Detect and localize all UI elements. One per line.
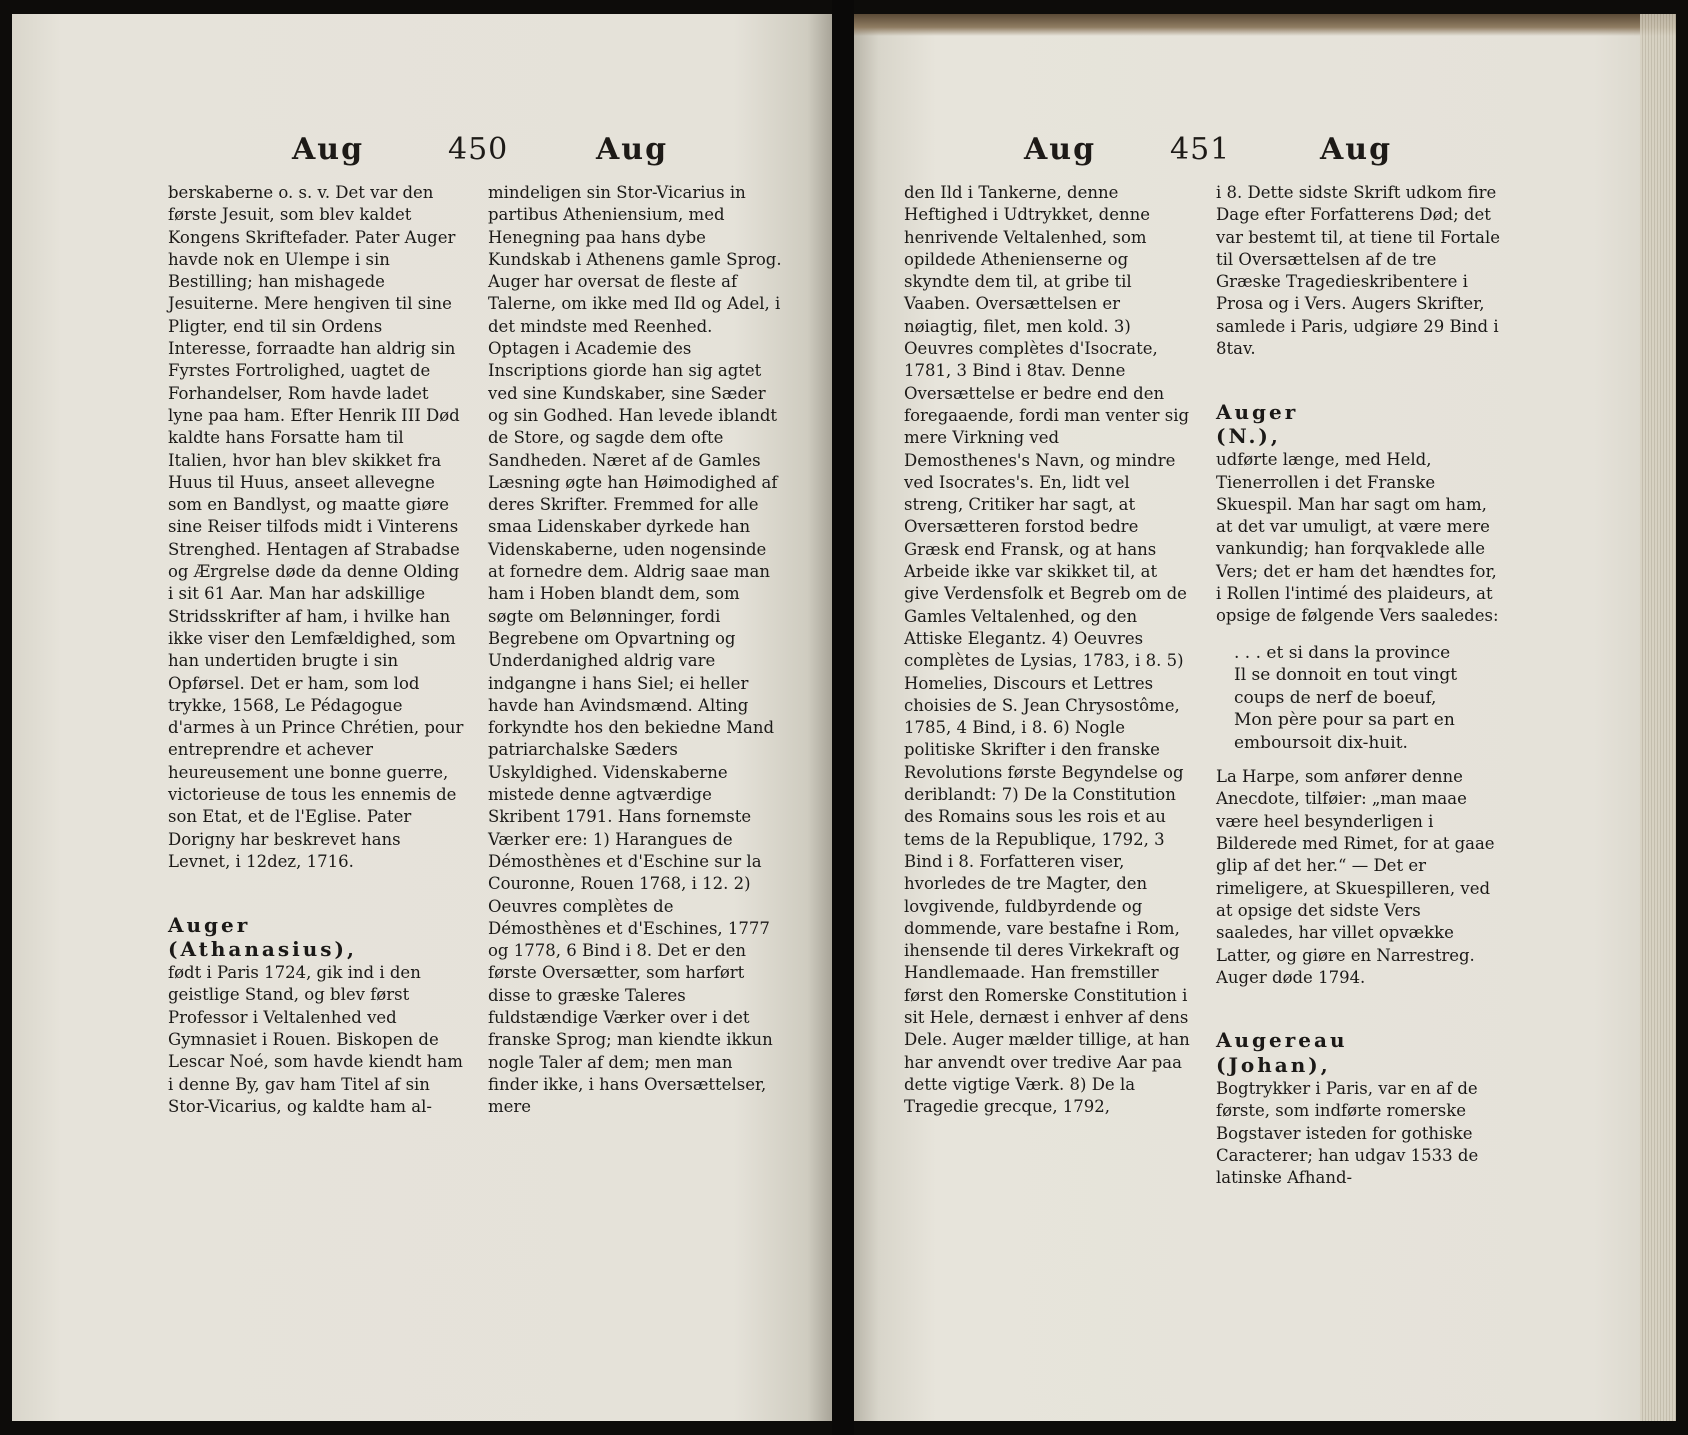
book-gutter (832, 0, 854, 1435)
verse-line: Mon père pour sa part en emboursoit dix-huit. (1234, 710, 1455, 753)
entry-name: Auger (1216, 399, 1299, 424)
entry-name: Auger (168, 912, 251, 937)
quoted-verse (1234, 642, 1502, 755)
page-number: 451 (1170, 132, 1231, 167)
text-column-2 (488, 182, 784, 1118)
entry-text: Bogtrykker i Paris, var en af de første, som indførte romerske Bogstaver isteden for gothiske Caracterer; han udgav 1533 de latinske Afhand- (1216, 1079, 1479, 1188)
page-number: 450 (448, 132, 509, 167)
running-head-right: Aug (1320, 132, 1393, 167)
left-page (12, 14, 832, 1421)
paragraph: den Ild i Tankerne, denne Heftighed i Udtrykket, denne henrivende Veltalenhed, som opildede Athenienserne og skyndte dem til, at gribe til Vaaben. Oversættelsen er nøiagtig, filet, men kold. 3) Oeuvres complètes d'Isocrate, 1781, 3 Bind i 8tav. Denne Oversættelse er bedre end den foregaaende, fordi man venter sig mere Virkning ved Demosthenes's Navn, og mindre ved Isocrates's. En, lidt vel streng, Critiker har sagt, at Oversætteren forstod bedre Græsk end Fransk, og at hans Arbeide ikke var skikket til, at give Verdensfolk et Begreb om de Gamles Veltalenhed, og den Attiske Elegantz. 4) Oeuvres complètes de Lysias, 1783, i 8. 5) Homelies, Discours et Lettres choisies de S. Jean Chrysostôme, 1785, 4 Bind, i 8. 6) Nogle politiske Skrifter i den franske Revolutions første Begyndelse og deriblandt: 7) De la Constitution des Romains sous les rois et au tems de la Republique, 1792, 3 Bind i 8. Forfatteren viser, hvorledes de tre Magter, den lovgivende, fuldbyrdende og dommende, vare bestafne i Rom, ihensende til deres Virkekraft og Handlemaade. Han fremstiller først den Romerske Constitution i sit Hele, dernæst i enhver af dens Dele. Auger mælder tillige, at han har anvendt over tredive Aar paa dette vigtige Værk. 8) De la Tragedie grecque, 1792, (904, 183, 1190, 1117)
entry-auger-n (1216, 378, 1502, 627)
text-column-1 (168, 182, 464, 1118)
page-edge-stack (1640, 14, 1676, 1421)
entry-qualifier: (N.), (1216, 423, 1281, 448)
entry-name: Augereau (1216, 1028, 1348, 1053)
paragraph: mindeligen sin Stor-Vicarius in partibus Atheniensium, med Henegning paa hans dybe Kundskab i Athenens gamle Sprog. Auger har oversat de fleste af Talerne, om ikke med Ild og Adel, i det mindste med Reenhed. Optagen i Academie des Inscriptions giorde han sig agtet ved sine Kundskaber, sine Sæder og sin Godhed. Han levede iblandt de Store, og sagde dem ofte Sandheden. Næret af de Gamles Læsning øgte han Høimodighed af deres Skrifter. Fremmed for alle smaa Lidenskaber dyrkede han Videnskaberne, uden nogensinde at fornedre dem. Aldrig saae man ham i Hoben blandt dem, som søgte om Belønninger, fordi Begrebene om Opvartning og Underdanighed aldrig vare indgangne i hans Siel; ei heller havde han Avindsmænd. Alting forkyndte hos den bekiedne Mand patriarchalske Sæders Uskyldighed. Videnskaberne mistede denne agtværdige Skribent 1791. Hans fornemste Værker ere: 1) Harangues de Démosthènes et d'Eschine sur la Couronne, Rouen 1768, i 12. 2) Oeuvres complètes de Démosthènes et d'Eschines, 1777 og 1778, 6 Bind i 8. Det er den første Oversætter, som harført disse to græske Taleres fuldstændige Værker over i det franske Sprog; man kiendte ikkun nogle Taler af dem; men man finder ikke, i hans Oversættelser, mere (488, 183, 782, 1117)
running-head-left: Aug (1024, 132, 1097, 167)
verse-line: . . . et si dans la province (1234, 642, 1451, 663)
paragraph: La Harpe, som anfører denne Anecdote, tilføier: „man maae være heel besynderligen i Bilderede med Rimet, for at gaae glip af det her.“ — Det er rimeligere, at Skuespilleren, ved at opsige det sidste Vers saaledes, har villet opvække Latter, og giøre en Narrestreg. Auger døde 1794. (1216, 767, 1495, 987)
paragraph: berskaberne o. s. v. Det var den første Jesuit, som blev kaldet Kongens Skriftefader. Pater Auger havde nok en Ulempe i sin Bestilling; han mishagede Jesuiterne. Mere hengiven til sine Pligter, end til sin Ordens Interesse, forraadte han aldrig sin Fyrstes Fortrolighed, uagtet de Forhandelser, Rom havde ladet lyne paa ham. Efter Henrik III Død kaldte hans Forsatte ham til Italien, hvor han blev skikket fra Huus til Huus, anseet allevegne som en Bandlyst, og maatte giøre sine Reiser tilfods midt i Vinterens Strenghed. Hentagen af Strabadse og Ærgrelse døde da denne Olding i sit 61 Aar. Man har adskillige Stridsskrifter af ham, i hvilke han ikke viser den Lemfældighed, som han undertiden brugte i sin Opførsel. Det er ham, som lod trykke, 1568, Le Pédagogue d'armes à un Prince Chrétien, pour entreprendre et achever heureusement une bonne guerre, victorieuse de tous les ennemis de son Etat, et de l'Eglise. Pater Dorigny har beskrevet hans Levnet, i 12dez, 1716. (168, 183, 464, 871)
entry-qualifier: (Johan), (1216, 1052, 1331, 1077)
entry-athanasius (168, 891, 464, 1118)
entry-qualifier: (Athanasius), (168, 936, 357, 961)
paragraph: i 8. Dette sidste Skrift udkom fire Dage efter Forfatterens Død; det var bestemt til, at tiene til Fortale til Oversættelsen af de tre Græske Tragedieskribentere i Prosa og i Vers. Augers Skrifter, samlede i Paris, udgiøre 29 Bind i 8tav. (1216, 183, 1501, 359)
text-column-1 (904, 182, 1190, 1118)
text-column-2 (1216, 182, 1502, 1189)
entry-text: udførte længe, med Held, Tienerrollen i det Franske Skuespil. Man har sagt om ham, at det var umuligt, at være mere vankundig; han forqvaklede alle Vers; det er ham det hændtes for, i Rollen l'intimé des plaideurs, at opsige de følgende Vers saaledes: (1216, 450, 1499, 626)
page-top-shadow (854, 14, 1676, 36)
running-head-right: Aug (596, 132, 669, 167)
entry-text: født i Paris 1724, gik ind i den geistlige Stand, og blev først Professor i Veltalenhed ved Gymnasiet i Rouen. Biskopen de Lescar Noé, som havde kiendt ham i denne By, gav ham Titel af sin Stor-Vicarius, og kaldte ham al- (168, 963, 463, 1116)
running-head-left: Aug (292, 132, 365, 167)
entry-augereau (1216, 1007, 1502, 1189)
verse-line: Il se donnoit en tout vingt coups de nerf de boeuf, (1234, 665, 1458, 708)
right-page (854, 14, 1676, 1421)
